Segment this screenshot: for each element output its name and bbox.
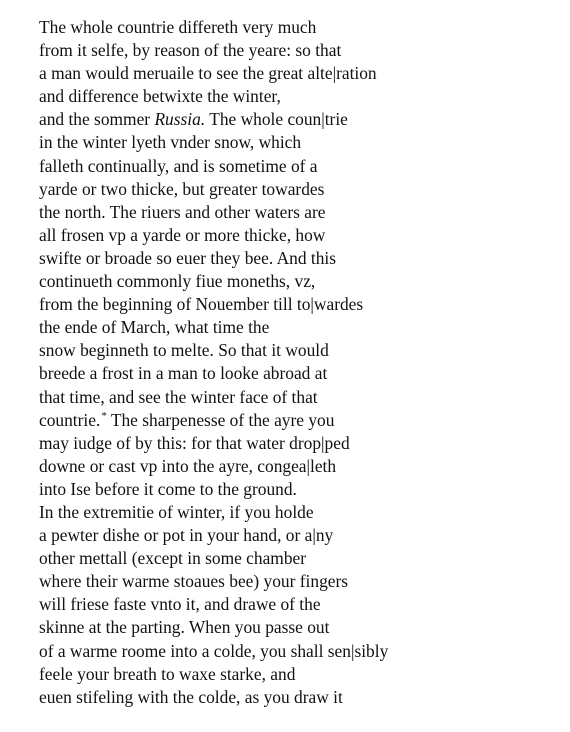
text-line: and difference betwixte the winter, xyxy=(39,86,281,107)
text-line: yarde or two thicke, but greater towardes xyxy=(39,178,325,199)
text-line: The whole countrie differeth very much xyxy=(39,17,317,37)
place-name-italic: Russia. xyxy=(154,109,206,130)
text-line: swifte or broade so euer they bee. And this xyxy=(39,247,337,268)
text-line: countrie.* The sharpenesse of the ayre you xyxy=(39,409,335,430)
text-line: other mettall (except in some chamber xyxy=(39,548,307,569)
text-line: snow beginneth to melte. So that it would xyxy=(39,340,329,361)
text-line: and the sommer Russia. The whole coun|trie xyxy=(39,109,348,130)
text-line: breede a frost in a man to looke abroad at xyxy=(39,363,328,384)
text-line: continueth commonly fiue moneths, vz, xyxy=(39,271,316,292)
text-line: from it selfe, by reason of the yeare: so that xyxy=(39,40,342,61)
text-line: feele your breath to waxe starke, and xyxy=(39,663,296,684)
text-line: the north. The riuers and other waters are xyxy=(39,201,326,222)
text-line: a pewter dishe or pot in your hand, or a|ny xyxy=(39,525,334,546)
text-line: all frosen vp a yarde or more thicke, how xyxy=(39,224,326,245)
text-line: from the beginning of Nouember till to|wardes xyxy=(39,294,364,315)
text-line: In the extremitie of winter, if you holde xyxy=(39,501,314,522)
text-line: where their warme stoaues bee) your fingers xyxy=(39,571,349,592)
text-line: that time, and see the winter face of that xyxy=(39,386,318,407)
text-line: downe or cast vp into the ayre, congea|leth xyxy=(39,455,337,476)
text-line: of a warme roome into a colde, you shall sen|sibly xyxy=(39,640,389,661)
text-line: a man would meruaile to see the great alte|ration xyxy=(39,63,377,84)
footnote-marker[interactable]: * xyxy=(101,409,107,422)
text-line: euen stifeling with the colde, as you draw it xyxy=(39,686,343,707)
text-line: in the winter lyeth vnder snow, which xyxy=(39,132,302,153)
text-line: may iudge of by this: for that water drop|ped xyxy=(39,432,350,453)
text-line: skinne at the parting. When you passe out xyxy=(39,617,330,638)
text-line: will friese faste vnto it, and drawe of the xyxy=(39,594,321,615)
text-line: falleth continually, and is sometime of a xyxy=(39,155,318,176)
text-line: into Ise before it come to the ground. xyxy=(39,478,297,499)
document-text xyxy=(39,16,559,709)
text-line: the ende of March, what time the xyxy=(39,317,270,338)
